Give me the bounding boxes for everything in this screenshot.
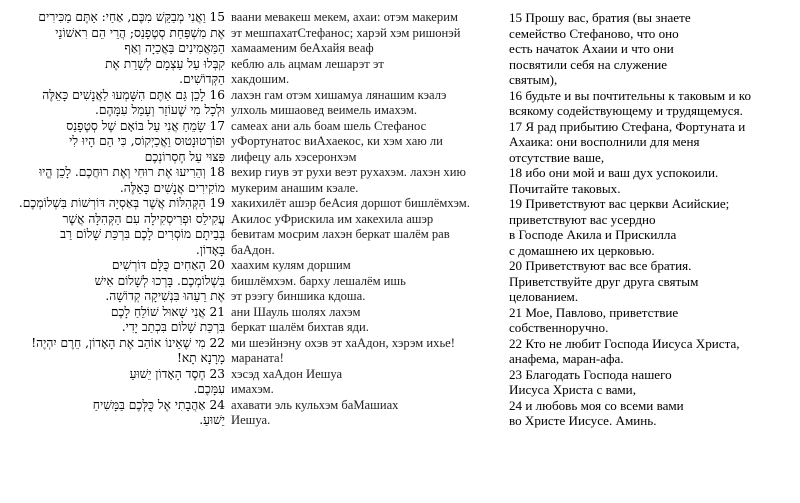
hebrew-line: עֲקִילֵס וּפְרִיסְקִילָה עִם הַקְּהִלָּה אֲשֶׁר (62, 211, 225, 226)
hebrew-line: 15 וַאֲנִי מְבַקֵּשׁ מִכֶּם, אַחַי: אַתֶּם מַכִּירִים (38, 10, 225, 24)
russian-line: есть начаток Ахаии и что они (509, 41, 674, 56)
russian-line: отсутствие ваше, (509, 149, 605, 165)
hebrew-line: בִּשְׁלוֹמְכֶם. בָּרְכוּ לְשָׁלוֹם אִישׁ (94, 273, 225, 288)
russian-line: святым), (509, 72, 558, 87)
transliteration-column (231, 0, 503, 429)
hebrew-line: 24 אַהֲבָתִי אֶל כֻּלְּכֶם בַּמָּשִׁיחַ (92, 397, 225, 412)
hebrew-line: יֵשׁוּעַ. (199, 413, 225, 427)
russian-line: 17 Я рад прибытию Стефана, Фортуната и (509, 118, 746, 134)
russian-line: собственноручно. (509, 320, 609, 335)
russian-line: Ахаика: они восполнили для меня (509, 134, 700, 149)
hebrew-line: 18 וְהֵרִיעוּ אֶת רוּחִי וְאֶת רוּחֲכֶם. לָכֵן הֱיוּ (39, 165, 225, 179)
transliteration-line: мараната! (231, 351, 284, 365)
russian-line: 20 Приветствуют вас все братия. (509, 258, 692, 273)
russian-line: анафема, маран-афа. (509, 351, 624, 366)
transliteration-line: баАдон. (231, 242, 275, 257)
transliteration-line: эт рээгу биншика кдоша. (231, 289, 366, 303)
hebrew-line: 23 חֶסֶד הָאָדוֹן יֵשׁוּעַ (129, 366, 225, 381)
hebrew-line: 20 הָאַחִים כֻּלָּם דּוֹרְשִׁים (111, 258, 225, 272)
transliteration-line: хэсэд хаАдон Иешуа (231, 366, 343, 381)
russian-line: в Господе Акила и Прискилла (509, 227, 677, 242)
hebrew-column (0, 0, 225, 429)
transliteration-line: ахавати эль кульхэм баМашиах (231, 397, 399, 412)
russian-line: приветствуют вас усердно (509, 211, 656, 227)
hebrew-line: עִמָּכֶם. (193, 382, 225, 396)
transliteration-line: Иешуа. (231, 413, 271, 427)
russian-line: Приветствуйте друг друга святым (509, 273, 699, 289)
russian-line: посвятили себя на служение (509, 56, 668, 72)
russian-line: 19 Приветствуют вас церкви Асийские; (509, 196, 730, 211)
hebrew-line: מוֹקִירִים אֲנָשִׁים כָּאֵלֶּה. (119, 180, 225, 195)
transliteration-line: Акилос уФрискила им хакехила ашэр (231, 211, 434, 226)
transliteration-line: эт мешпахатСтефанос; харэй хэм ришонэй (231, 25, 461, 40)
hebrew-line: בִּרְכַּת שָׁלוֹם בִּכְתַב יָדִי. (121, 320, 225, 334)
russian-line: 21 Мое, Павлово, приветствие (509, 304, 679, 320)
transliteration-line: мукерим анашим кэале. (231, 180, 359, 195)
russian-line: с домашнею их церковью. (509, 242, 655, 258)
russian-line: 16 будьте и вы почтительны к таковым и ко (509, 87, 752, 103)
russian-line: во Христе Иисусе. Аминь. (509, 413, 657, 428)
hebrew-line: פִּצּוּי עַל חֶסְרוֹנְכֶם (144, 149, 225, 164)
hebrew-line: 16 לָכֵן גַּם אַתֶּם הִשָּׁמְעוּ לַאֲנָשִׁים כָּאֵלֶּה (42, 87, 225, 102)
russian-line: 15 Прошу вас, братия (вы знаете (509, 10, 691, 25)
transliteration-line: имахэм. (231, 382, 274, 396)
hebrew-line: הַקְּדוֹשִׁים. (179, 72, 225, 86)
transliteration-line: хакдошим. (231, 72, 290, 86)
russian-line: 22 Кто не любит Господа Иисуса Христа, (509, 335, 740, 351)
transliteration-line: хамааменим беАхайя веаф (231, 41, 374, 55)
russian-line: Почитайте таковых. (509, 180, 621, 196)
hebrew-line: אֶת רֵעֵהוּ בִּנְשִׁיקָה קְדוֹשָׁה. (105, 289, 225, 303)
hebrew-line: 21 אֲנִי שָׁאוּל שׁוֹלֵחַ לָכֶם (110, 304, 225, 319)
transliteration-line: вехир гиув эт рухи веэт рухахэм. лахэн хию (231, 165, 466, 179)
russian-line: 18 ибо они мой и ваш дух успокоили. (509, 165, 719, 180)
transliteration-line: хакихилёт ашэр беАсия доршот бишлёмхэм. (231, 196, 470, 210)
hebrew-line: בָּאָדוֹן. (195, 242, 225, 257)
transliteration-line: лахэн гам отэм хишамуа лянашим кэалэ (231, 87, 447, 102)
transliteration-line: ани Шауль шолях лахэм (231, 304, 361, 319)
russian-line: Иисуса Христа с вами, (509, 382, 636, 397)
hebrew-line: וּפוֹרְטוּנָטוּס וַאֲכַיְקוֹס, כִּי הֵם הָיוּ לִי (69, 134, 225, 148)
hebrew-line: אֶת מִשְׁפַּחַת סְטֶפָנַס; הֲרֵי הֵם רִאשׁוֹנֵי (55, 25, 225, 40)
transliteration-line: бевитам мосрим лахэн беркат шалём рав (231, 227, 450, 241)
transliteration-line: беркат шалём бихтав яди. (231, 320, 369, 334)
transliteration-line: улхоль мишаовед веимель имахэм. (231, 103, 417, 117)
russian-column (509, 0, 800, 429)
transliteration-line: бишлёмхэм. бархy лешалём ишь (231, 273, 406, 288)
hebrew-line: 19 הַקְּהִלּוֹת אֲשֶׁר בְּאַסְיָה דּוֹרְשׁוֹת בִּשְׁלוֹמְכֶם. (18, 196, 225, 210)
russian-line: целованием. (509, 289, 579, 304)
hebrew-line: מָרָנָא תָא! (176, 351, 225, 365)
hebrew-line: 22 מִי שֶׁאֵינוֹ אוֹהֵב אֶת הָאָדוֹן, חֵרֶם יִהְיֶה! (31, 335, 225, 350)
transliteration-line: кеблю аль ацмам лешарэт эт (231, 56, 384, 71)
hebrew-line: בְּבֵיתָם מוֹסְרִים לָכֶם בִּרְכַּת שָׁלוֹם רַב (60, 227, 225, 241)
russian-line: 24 и любовь моя со всеми вами (509, 397, 684, 413)
transliteration-line: уФортунатос виАхаекос, ки хэм хаю ли (231, 134, 443, 148)
transliteration-line: самеах ани аль боам шель Стефанос (231, 118, 427, 133)
transliteration-line: ми шеэйнэну охэв эт хаАдон, хэрэм ихье! (231, 335, 455, 350)
transliteration-line: лифецу аль хэсеронхэм (231, 149, 357, 164)
hebrew-line: וּלְכָל מִי שֶׁעוֹזֵר וְעָמֵל עִמָּהֶם. (95, 103, 225, 117)
transliteration-line: хаахим кулям доршим (231, 258, 351, 272)
russian-line: 23 Благодать Господа нашего (509, 366, 672, 382)
russian-line: всякому содействующему и трудящемуся. (509, 103, 743, 118)
russian-line: семейство Стефаново, что оно (509, 25, 679, 41)
hebrew-line: 17 שָׂמֵחַ אֲנִי עַל בּוֹאָם שֶׁל סְטֶפָנַס (66, 118, 225, 133)
transliteration-line: ваани мевакеш мекем, ахаи: отэм макерим (231, 10, 458, 24)
hebrew-line: קִבְּלוּ עַל עַצְמָם לְשָׁרֵת אֶת (105, 56, 225, 71)
hebrew-line: הַמַּאֲמִינִים בַּאֲכַיָה וְאַף (124, 41, 225, 55)
